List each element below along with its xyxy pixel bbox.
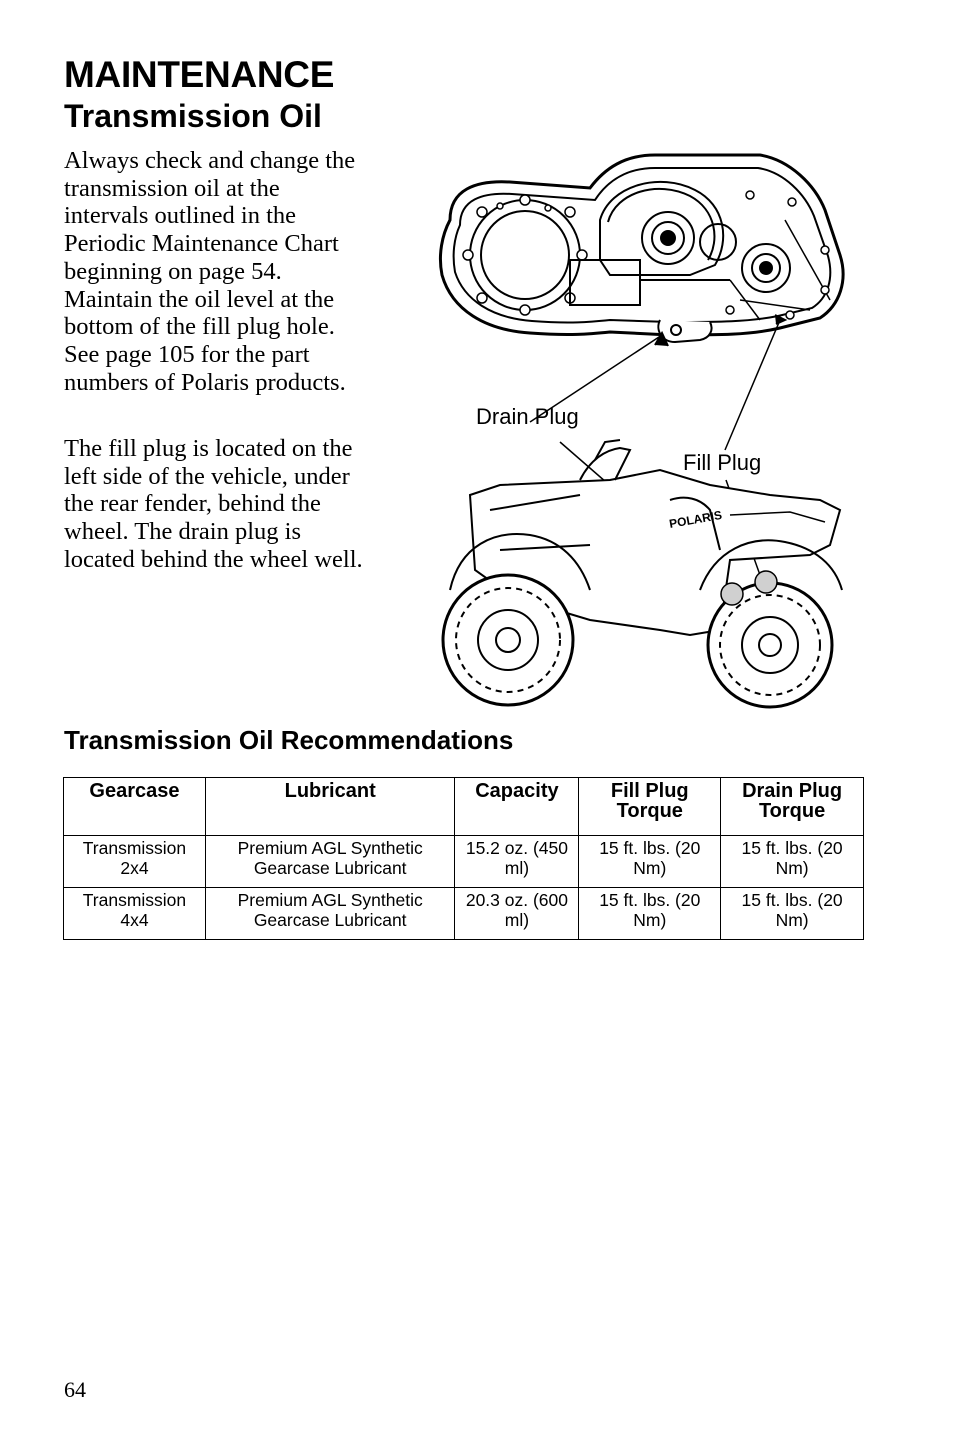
fill-plug-label: Fill Plug [683,450,762,475]
cell-drain-plug-torque: 15 ft. lbs. (20 Nm) [721,888,864,940]
cell-lubricant: Premium AGL Synthetic Gearcase Lubricant [205,888,455,940]
table-row [64,836,864,888]
cell-lubricant: Premium AGL Synthetic Gearcase Lubricant [205,836,455,888]
table-row [64,888,864,940]
cell-fill-plug-torque: 15 ft. lbs. (20 Nm) [579,888,721,940]
header-drain-plug-torque: Drain Plug Torque [721,778,864,836]
header-lubricant: Lubricant [205,778,455,836]
cell-gearcase: Transmission 4x4 [64,888,206,940]
cell-capacity: 15.2 oz. (450 ml) [455,836,579,888]
cell-drain-plug-torque: 15 ft. lbs. (20 Nm) [721,836,864,888]
cell-fill-plug-torque: 15 ft. lbs. (20 Nm) [579,836,721,888]
transmission-illustration [430,150,860,710]
transmission-case [440,155,843,346]
intro-paragraph: Always check and change the transmission oil at the intervals outlined in the Periodic Maintenance Chart beginning on page 54. Maintain the oil level at the bottom of the fill plug hole. See page 105 for the part numbers of Polaris products. [64,147,356,396]
table-header-row [64,778,864,836]
page-title: Transmission Oil [64,98,322,134]
cell-gearcase: Transmission 2x4 [64,836,206,888]
location-paragraph: The fill plug is located on the left side of the vehicle, under the rear fender, behind the wheel. The drain plug is located behind the wheel well. [64,435,363,573]
drain-plug-marker [721,583,743,605]
page-number: 64 [64,1377,86,1402]
drain-plug-label: Drain Plug [476,404,579,429]
cell-capacity: 20.3 oz. (600 ml) [455,888,579,940]
section-heading: MAINTENANCE [64,54,335,95]
table-title: Transmission Oil Recommendations [64,725,514,755]
header-gearcase: Gearcase [64,778,206,836]
atv-logo: POLARIS [668,507,724,531]
atv-illustration [443,440,842,707]
header-fill-plug-torque: Fill Plug Torque [579,778,721,836]
fill-plug-marker [755,571,777,593]
recommendations-table [63,777,864,940]
header-capacity: Capacity [455,778,579,836]
